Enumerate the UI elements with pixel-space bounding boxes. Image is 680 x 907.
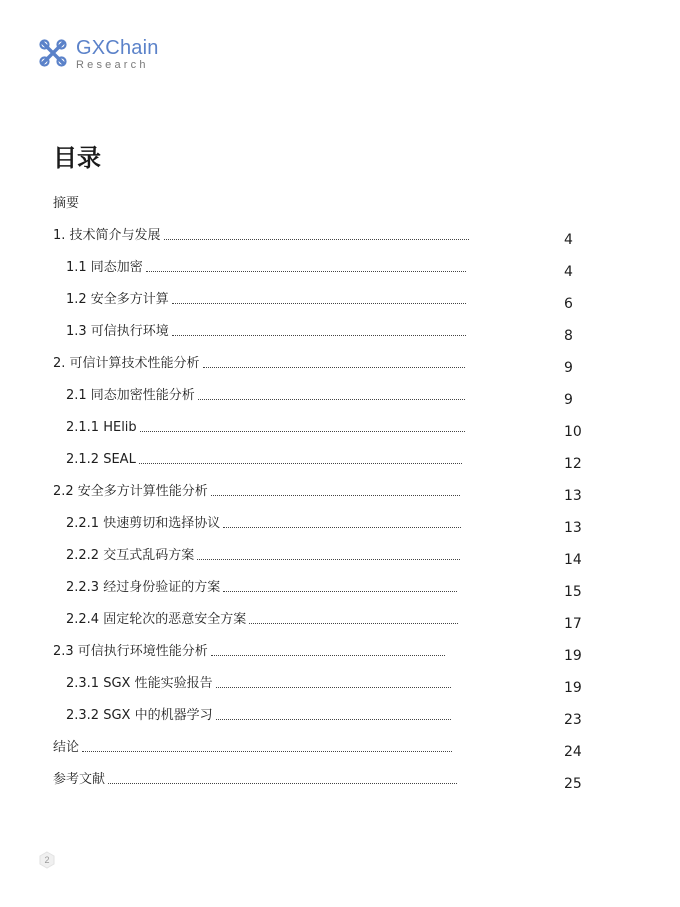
toc-page-number: 23 bbox=[564, 712, 582, 728]
toc-title: 目录 bbox=[53, 144, 101, 172]
toc-entry-label: 1.1 同态加密 bbox=[66, 260, 143, 275]
toc-leader-dots bbox=[211, 495, 460, 496]
toc-entry-label: 2.2 安全多方计算性能分析 bbox=[53, 484, 208, 499]
toc-leader-dots bbox=[172, 335, 466, 336]
toc-entry-label: 2.1.2 SEAL bbox=[66, 452, 136, 467]
toc-entry[interactable] bbox=[0, 316, 680, 348]
toc-entry[interactable] bbox=[0, 604, 680, 636]
toc-page-number: 4 bbox=[564, 232, 573, 248]
toc-entry-label: 参考文献 bbox=[53, 772, 106, 787]
toc-entry-label: 2.1.1 HElib bbox=[66, 420, 137, 435]
toc-page-number: 14 bbox=[564, 552, 582, 568]
toc-entry[interactable] bbox=[0, 284, 680, 316]
toc-leader-dots bbox=[249, 623, 458, 624]
toc-page-number: 9 bbox=[564, 392, 573, 408]
toc-entry-label: 2.2.1 快速剪切和选择协议 bbox=[66, 516, 221, 531]
toc-page-number: 13 bbox=[564, 488, 582, 504]
toc-page-number: 17 bbox=[564, 616, 582, 632]
toc-entry-label: 2.2.3 经过身份验证的方案 bbox=[66, 580, 221, 595]
toc-entry[interactable] bbox=[0, 508, 680, 540]
toc-entry[interactable] bbox=[0, 572, 680, 604]
toc-page-number: 24 bbox=[564, 744, 582, 760]
toc-entry[interactable] bbox=[0, 444, 680, 476]
toc-page-number: 9 bbox=[564, 360, 573, 376]
toc-entry[interactable] bbox=[0, 764, 680, 796]
toc-leader-dots bbox=[216, 687, 451, 688]
toc-page-number: 15 bbox=[564, 584, 582, 600]
toc-entry-label: 1.3 可信执行环境 bbox=[66, 324, 169, 339]
toc-page-number: 4 bbox=[564, 264, 573, 280]
toc-entry-label: 结论 bbox=[53, 740, 80, 755]
toc-entry[interactable] bbox=[0, 700, 680, 732]
toc-leader-dots bbox=[164, 239, 469, 240]
brand-name: GXChain bbox=[76, 37, 159, 59]
toc-leader-dots bbox=[198, 399, 465, 400]
toc-entry-label: 2.2.4 固定轮次的恶意安全方案 bbox=[66, 612, 247, 627]
toc-leader-dots bbox=[211, 655, 445, 656]
brand-logo bbox=[38, 38, 159, 71]
toc-leader-dots bbox=[223, 527, 461, 528]
toc-leader-dots bbox=[197, 559, 460, 560]
toc-entry[interactable] bbox=[0, 188, 680, 220]
toc-page-number: 6 bbox=[564, 296, 573, 312]
toc-entry[interactable] bbox=[0, 380, 680, 412]
toc-entry-label: 1. 技术简介与发展 bbox=[53, 228, 161, 243]
toc-entry-label: 2.3 可信执行环境性能分析 bbox=[53, 644, 208, 659]
toc-entry-label: 2.3.1 SGX 性能实验报告 bbox=[66, 676, 213, 691]
toc-entry-label: 摘要 bbox=[53, 196, 80, 211]
toc-entry[interactable] bbox=[0, 540, 680, 572]
toc-leader-dots bbox=[203, 367, 465, 368]
toc-entry[interactable] bbox=[0, 252, 680, 284]
toc-entry-label: 1.2 安全多方计算 bbox=[66, 292, 169, 307]
brand-text bbox=[76, 38, 159, 71]
toc-entry-label: 2. 可信计算技术性能分析 bbox=[53, 356, 200, 371]
toc-entry[interactable] bbox=[0, 732, 680, 764]
toc-entry[interactable] bbox=[0, 220, 680, 252]
brand-subtitle: Research bbox=[76, 59, 149, 71]
toc-leader-dots bbox=[82, 751, 452, 752]
toc-page-number: 13 bbox=[564, 520, 582, 536]
toc-entry[interactable] bbox=[0, 476, 680, 508]
toc-entry[interactable] bbox=[0, 412, 680, 444]
toc-page-number: 12 bbox=[564, 456, 582, 472]
toc-leader-dots bbox=[223, 591, 457, 592]
toc-entry[interactable] bbox=[0, 636, 680, 668]
toc-page-number: 8 bbox=[564, 328, 573, 344]
toc-page-number: 19 bbox=[564, 648, 582, 664]
toc-page-number: 10 bbox=[564, 424, 582, 440]
toc-entry[interactable] bbox=[0, 348, 680, 380]
toc-leader-dots bbox=[108, 783, 457, 784]
toc-leader-dots bbox=[146, 271, 466, 272]
toc-leader-dots bbox=[216, 719, 451, 720]
toc-entry-label: 2.3.2 SGX 中的机器学习 bbox=[66, 708, 213, 723]
toc-page-number: 25 bbox=[564, 776, 582, 792]
toc-leader-dots bbox=[140, 431, 465, 432]
page-number: 2 bbox=[44, 855, 50, 865]
toc-entry[interactable] bbox=[0, 668, 680, 700]
toc-entry-label: 2.2.2 交互式乱码方案 bbox=[66, 548, 195, 563]
toc-leader-dots bbox=[139, 463, 462, 464]
gxchain-logo-icon bbox=[38, 38, 68, 68]
toc-entry-label: 2.1 同态加密性能分析 bbox=[66, 388, 195, 403]
toc-page-number: 19 bbox=[564, 680, 582, 696]
toc-leader-dots bbox=[172, 303, 466, 304]
